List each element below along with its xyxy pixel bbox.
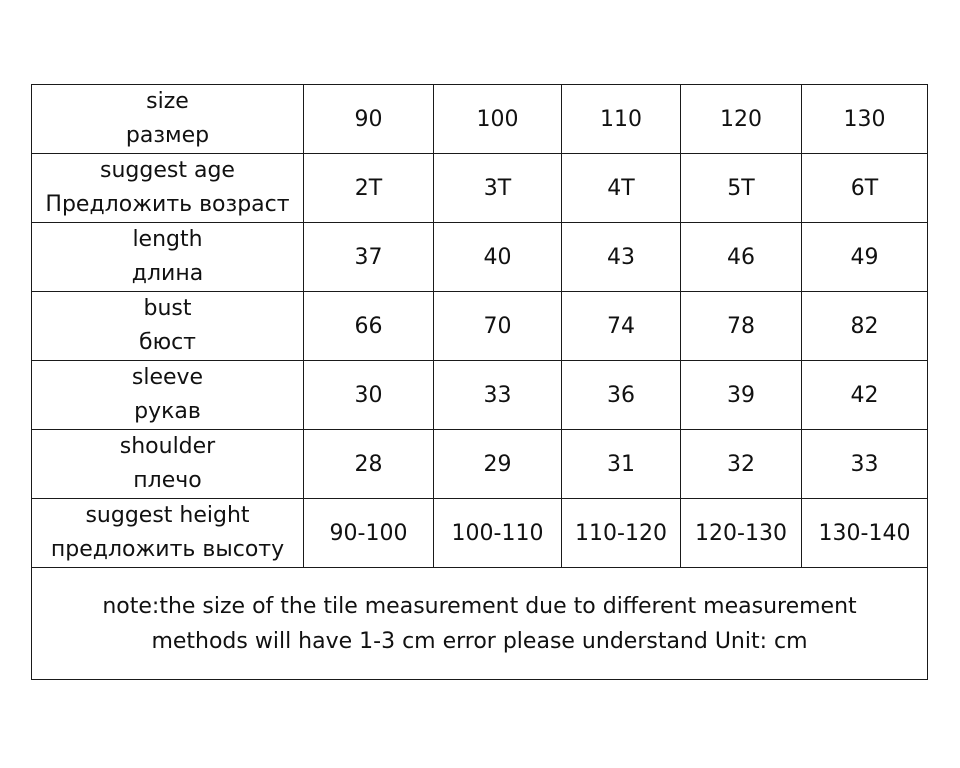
table-cell: 5T <box>681 154 802 223</box>
table-cell: 4T <box>562 154 681 223</box>
table-cell: 28 <box>304 430 434 499</box>
note-cell <box>32 568 928 680</box>
note-line-1: note:the size of the tile measurement due to different measurement <box>102 593 857 619</box>
row-label <box>32 154 304 223</box>
table-cell: 130-140 <box>802 499 928 568</box>
table-row-bust <box>32 292 928 361</box>
size-chart-table <box>31 84 928 680</box>
table-cell: 49 <box>802 223 928 292</box>
table-cell: 37 <box>304 223 434 292</box>
note-line-2: methods will have 1-3 cm error please understand Unit: cm <box>151 628 808 654</box>
row-label-ru: плечо <box>133 468 202 493</box>
row-label-en: suggest height <box>85 503 250 528</box>
row-label-en: suggest age <box>100 158 235 183</box>
row-label-en: length <box>132 227 203 252</box>
row-label-en: sleeve <box>131 365 204 390</box>
table-cell: 40 <box>434 223 562 292</box>
table-cell: 36 <box>562 361 681 430</box>
table-row-size <box>32 85 928 154</box>
table-cell: 90-100 <box>304 499 434 568</box>
table-row-length <box>32 223 928 292</box>
row-label <box>32 85 304 154</box>
table-cell: 70 <box>434 292 562 361</box>
row-label-ru: бюст <box>139 330 196 355</box>
table-cell: 130 <box>802 85 928 154</box>
table-row-shoulder <box>32 430 928 499</box>
table-row-sleeve <box>32 361 928 430</box>
table-cell: 33 <box>802 430 928 499</box>
table-cell: 30 <box>304 361 434 430</box>
row-label-ru: Предложить возраст <box>45 192 290 217</box>
table-cell: 66 <box>304 292 434 361</box>
row-label <box>32 292 304 361</box>
table-cell: 29 <box>434 430 562 499</box>
table-cell: 100-110 <box>434 499 562 568</box>
table-cell: 74 <box>562 292 681 361</box>
table-cell: 39 <box>681 361 802 430</box>
row-label-ru: длина <box>131 261 204 286</box>
table-cell: 2T <box>304 154 434 223</box>
row-label <box>32 499 304 568</box>
table-cell: 46 <box>681 223 802 292</box>
table-cell: 100 <box>434 85 562 154</box>
table-cell: 31 <box>562 430 681 499</box>
table-cell: 78 <box>681 292 802 361</box>
row-label <box>32 430 304 499</box>
row-label-ru: размер <box>125 123 210 148</box>
row-label-en: size <box>146 89 189 114</box>
table-cell: 110-120 <box>562 499 681 568</box>
table-cell: 33 <box>434 361 562 430</box>
table-cell: 3T <box>434 154 562 223</box>
table-row-note <box>32 568 928 680</box>
row-label-ru: предложить высоту <box>50 537 285 562</box>
table-cell: 6T <box>802 154 928 223</box>
row-label <box>32 361 304 430</box>
table-cell: 82 <box>802 292 928 361</box>
table-row-suggest-age <box>32 154 928 223</box>
table-cell: 120 <box>681 85 802 154</box>
row-label-ru: рукав <box>134 399 201 424</box>
table-cell: 110 <box>562 85 681 154</box>
row-label-en: shoulder <box>119 434 216 459</box>
table-cell: 120-130 <box>681 499 802 568</box>
row-label <box>32 223 304 292</box>
table-cell: 32 <box>681 430 802 499</box>
table-cell: 90 <box>304 85 434 154</box>
table-cell: 42 <box>802 361 928 430</box>
size-chart-body <box>32 85 928 680</box>
table-row-suggest-height <box>32 499 928 568</box>
table-cell: 43 <box>562 223 681 292</box>
row-label-en: bust <box>143 296 192 321</box>
